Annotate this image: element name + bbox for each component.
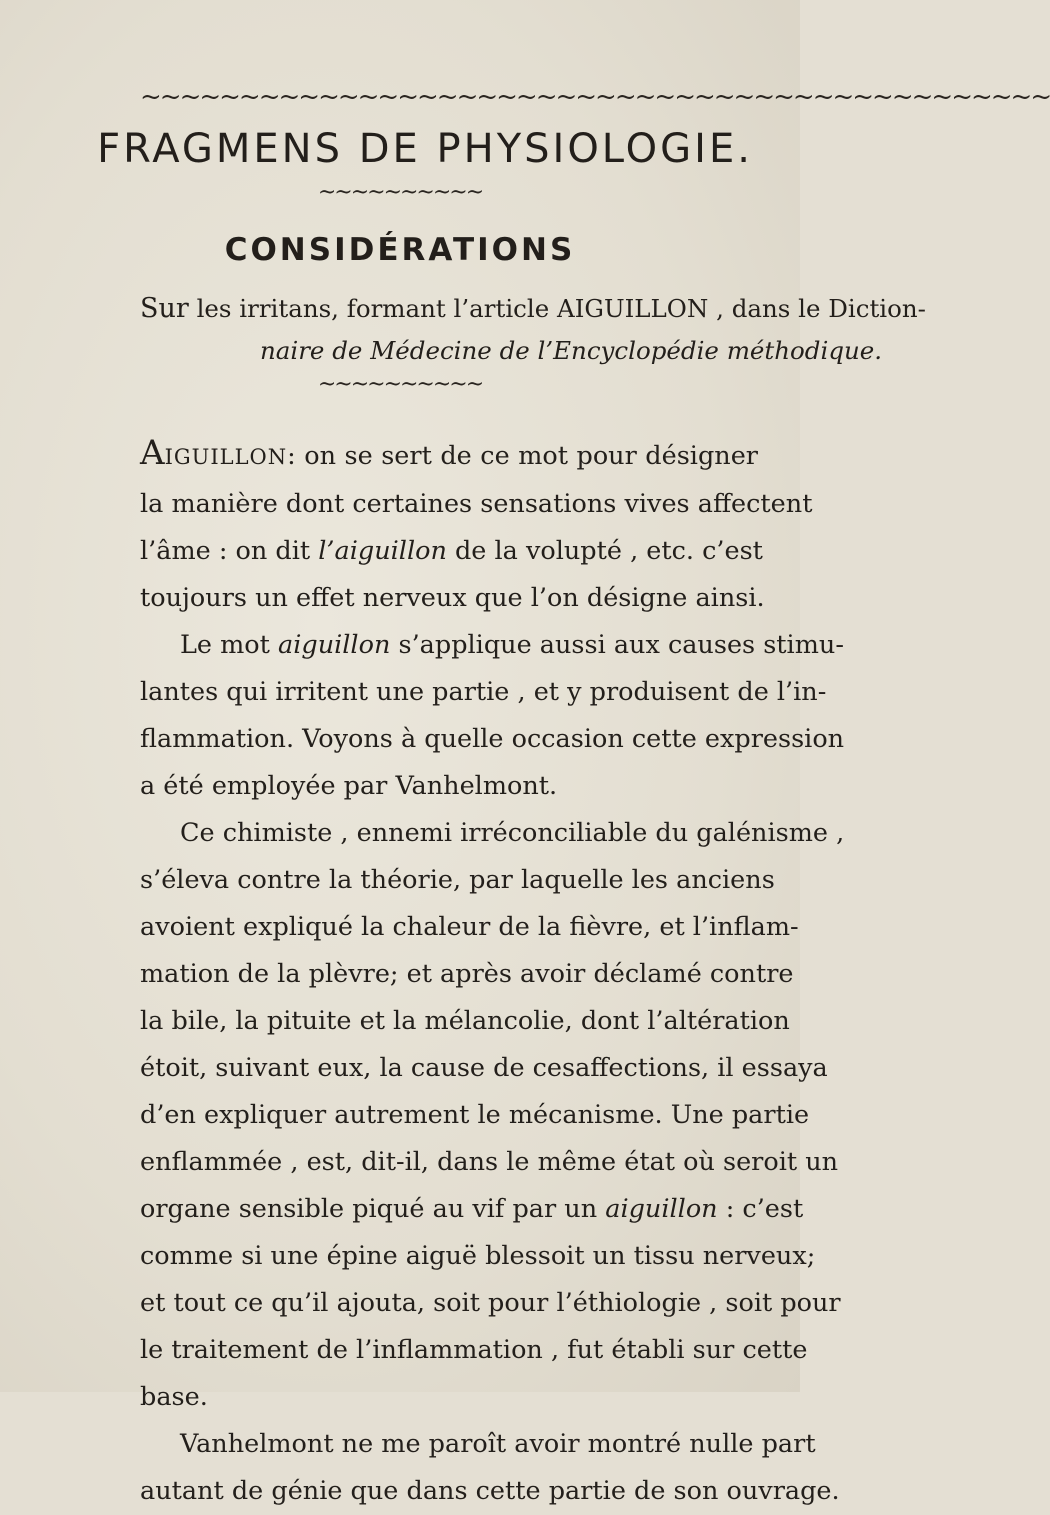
section-intro — [140, 288, 926, 372]
paragraph — [140, 810, 845, 1421]
italic-term: l’aiguillon — [318, 536, 447, 566]
text-line: s’éleva contre la théorie, par laquelle les anciens — [140, 865, 775, 895]
text-line: organe sensible piqué au vif par un aiguillon : c’est — [140, 1194, 804, 1224]
middle-ornament-rule: ~~~~~~~~~~ — [317, 180, 483, 205]
intro-lead-word: Sur — [140, 293, 189, 324]
text-line: d’en expliquer autrement le mécanisme. Une partie — [140, 1100, 810, 1130]
text-line: a été employée par Vanhelmont. — [140, 771, 558, 801]
text-line: comme si une épine aiguë blessoit un tissu nerveux; — [140, 1241, 816, 1271]
text-line: AIGUILLON: on se sert de ce mot pour désigner — [140, 433, 758, 473]
lower-ornament-rule: ~~~~~~~~~~ — [317, 372, 483, 397]
paragraph — [140, 1421, 840, 1515]
text-line: enflammée , est, dit-il, dans le même état où seroit un — [140, 1147, 839, 1177]
italic-term: aiguillon — [278, 630, 391, 660]
text-line: base. — [140, 1382, 208, 1412]
body-text — [140, 430, 845, 1515]
text-line: le traitement de l’inflammation , fut établi sur cette — [140, 1335, 808, 1365]
top-ornament-rule: ~~~~~~~~~~~~~~~~~~~~~~~~~~~~~~~~~~~~~~~~~~~~~~ — [140, 82, 1050, 112]
text-line: et tout ce qu’il ajouta, soit pour l’éthiologie , soit pour — [140, 1288, 841, 1318]
text-line: autant de génie que dans cette partie de son ouvrage. — [140, 1476, 840, 1506]
intro-line-2: naire de Médecine de l’Encyclopédie méthodique. — [260, 336, 883, 365]
text-line: Ce chimiste , ennemi irréconciliable du galénisme , — [180, 818, 845, 848]
text-line: Vanhelmont ne me paroît avoir montré nulle part — [180, 1429, 816, 1459]
drop-capital: A — [140, 433, 165, 473]
text-line: étoit, suivant eux, la cause de cesaffections, il essaya — [140, 1053, 828, 1083]
text-line: avoient expliqué la chaleur de la fièvre, et l’inflam- — [140, 912, 799, 942]
paragraph — [140, 622, 845, 810]
text-line: la bile, la pituite et la mélancolie, dont l’altération — [140, 1006, 790, 1036]
section-heading: CONSIDÉRATIONS — [224, 232, 576, 268]
text-line: Le mot aiguillon s’applique aussi aux causes stimu- — [180, 630, 844, 660]
intro-line-1: les irritans, formant l’article AIGUILLON , dans le Diction- — [188, 294, 926, 323]
text-line: flammation. Voyons à quelle occasion cette expression — [140, 724, 845, 754]
text-line: l’âme : on dit l’aiguillon de la volupté , etc. c’est — [140, 536, 763, 566]
headword: IGUILLON — [164, 445, 288, 469]
paragraph — [140, 430, 813, 622]
text-line: mation de la plèvre; et après avoir déclamé contre — [140, 959, 794, 989]
text-line: toujours un effet nerveux que l’on désigne ainsi. — [140, 583, 765, 613]
page-title: FRAGMENS DE PHYSIOLOGIE. — [97, 126, 753, 172]
text-line: lantes qui irritent une partie , et y produisent de l’in- — [140, 677, 827, 707]
italic-term: aiguillon — [605, 1194, 718, 1224]
text-line: la manière dont certaines sensations vives affectent — [140, 489, 813, 519]
